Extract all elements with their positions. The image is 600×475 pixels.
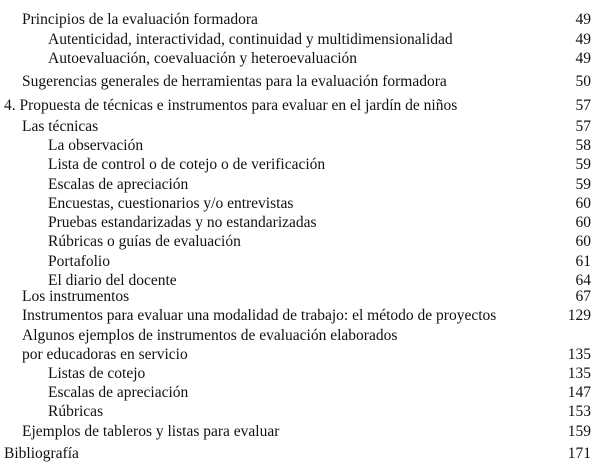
toc-entry-page: 129	[567, 307, 591, 324]
toc-entry-page: 135	[567, 365, 591, 382]
toc-entry-title: Algunos ejemplos de instrumentos de evaluación elaborados	[22, 327, 398, 344]
toc-entry-title: Autoevaluación, coevaluación y heteroevaluación	[48, 50, 358, 67]
toc-entry	[0, 422, 600, 442]
toc-entry-title: La observación	[48, 137, 144, 154]
toc-entry	[0, 402, 600, 422]
toc-entry-page: 50	[575, 73, 591, 90]
toc-entry	[0, 345, 600, 365]
toc-entry-page: 57	[575, 118, 591, 135]
toc-entry-page: 135	[567, 346, 591, 363]
toc-entry-title: Listas de cotejo	[48, 365, 146, 382]
toc-entry	[0, 364, 600, 384]
toc-entry	[0, 232, 600, 252]
toc-entry-title: Las técnicas	[22, 118, 99, 135]
toc-entry-title: 4. Propuesta de técnicas e instrumentos para evaluar en el jardín de niños	[4, 97, 458, 114]
toc-entry-page: 147	[567, 384, 591, 401]
toc-entry-page: 60	[575, 195, 591, 212]
toc-entry-page: 49	[575, 31, 591, 48]
toc-entry	[0, 175, 600, 195]
toc-entry-title: Los instrumentos	[22, 288, 130, 305]
toc-entry	[0, 96, 600, 116]
toc-entry-page: 61	[575, 253, 591, 270]
toc-entry	[0, 444, 600, 464]
toc-entry	[0, 72, 600, 92]
toc-entry-title: Ejemplos de tableros y listas para evaluar	[22, 423, 280, 440]
toc-entry-page: 59	[575, 176, 591, 193]
toc-entry	[0, 213, 600, 233]
toc-entry	[0, 49, 600, 69]
toc-entry-page: 49	[575, 50, 591, 67]
toc-entry	[0, 155, 600, 175]
toc-entry-page: 57	[575, 97, 591, 114]
toc-entry	[0, 287, 600, 307]
toc-entry-title: Sugerencias generales de herramientas para la evaluación formadora	[22, 73, 447, 90]
toc-entry-title: Bibliografía	[4, 445, 79, 462]
toc-entry	[0, 117, 600, 137]
toc-entry-title: Escalas de apreciación	[48, 384, 189, 401]
toc-entry-page: 64	[575, 272, 591, 289]
toc-entry-title: Lista de control o de cotejo o de verificación	[48, 156, 326, 173]
toc-entry	[0, 306, 600, 326]
toc-entry	[0, 252, 600, 272]
toc-entry	[0, 30, 600, 50]
toc-entry-page: 159	[567, 423, 591, 440]
toc-entry-title: por educadoras en servicio	[22, 346, 188, 363]
toc-entry-title: Principios de la evaluación formadora	[22, 11, 258, 28]
toc-entry-page: 58	[575, 137, 591, 154]
toc-entry-page: 49	[575, 11, 591, 28]
toc-entry-page: 59	[575, 156, 591, 173]
toc-entry-page: 67	[575, 288, 591, 305]
toc-entry-title: Instrumentos para evaluar una modalidad de trabajo: el método de proyectos	[22, 307, 497, 324]
toc-entry-title: Autenticidad, interactividad, continuidad y multidimensionalidad	[48, 31, 453, 48]
toc-entry-title: Escalas de apreciación	[48, 176, 189, 193]
toc-entry	[0, 136, 600, 156]
toc-entry	[0, 194, 600, 214]
toc-entry-title: Pruebas estandarizadas y no estandarizadas	[48, 214, 317, 231]
toc-entry-title: El diario del docente	[48, 272, 177, 289]
toc-entry-title: Encuestas, cuestionarios y/o entrevistas	[48, 195, 294, 212]
toc-entry-page: 60	[575, 233, 591, 250]
toc-entry-title: Portafolio	[48, 253, 110, 270]
toc-entry-page: 171	[567, 445, 591, 462]
toc-entry	[0, 10, 600, 30]
toc-entry-title: Rúbricas	[48, 403, 104, 420]
toc-entry-page: 153	[567, 403, 591, 420]
toc-entry	[0, 326, 600, 346]
toc-entry	[0, 383, 600, 403]
toc-entry-title: Rúbricas o guías de evaluación	[48, 233, 241, 250]
toc-entry-page: 60	[575, 214, 591, 231]
